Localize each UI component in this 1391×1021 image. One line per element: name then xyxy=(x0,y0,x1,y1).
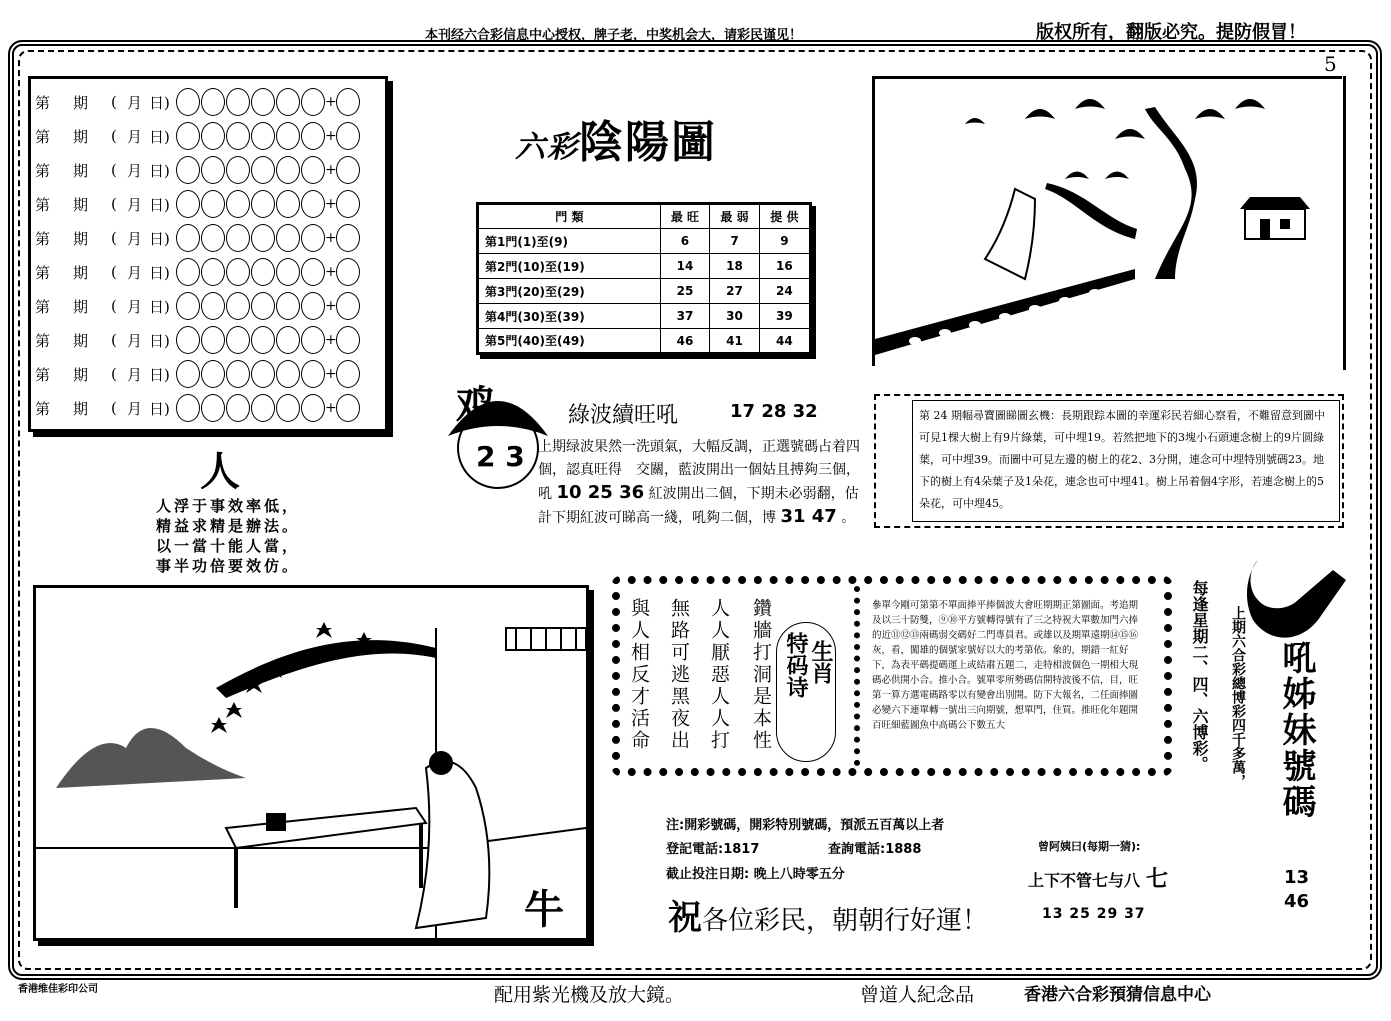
plus-sign: + xyxy=(325,162,337,178)
table-cell: 18 xyxy=(710,254,760,279)
number-circle xyxy=(176,224,200,252)
table-cell: 16 xyxy=(759,254,810,279)
sister-numbers-title: 吼姊妹號碼 xyxy=(1276,640,1316,820)
sister-num-1: 13 xyxy=(1284,867,1310,888)
scholar-drawing-icon xyxy=(36,588,586,938)
grid-label: 第 xyxy=(35,263,51,282)
grid-label: ( xyxy=(111,399,117,417)
number-circle xyxy=(226,258,250,286)
grid-label: 第 xyxy=(35,229,51,248)
poem-line: 以一當十能人當， xyxy=(156,537,301,555)
footer-use: 配用紫光機及放大鏡。 xyxy=(494,984,685,1006)
number-circle xyxy=(226,224,250,252)
special-circle xyxy=(336,360,360,388)
table-cell: 第5門(40)至(49) xyxy=(478,329,661,354)
table-cell: 39 xyxy=(759,304,810,329)
number-circle xyxy=(251,224,275,252)
poem-column-4: 與人相反才活命 xyxy=(628,598,650,752)
number-circle xyxy=(226,190,250,218)
grid-label: 月 xyxy=(127,263,143,282)
number-circle xyxy=(276,360,300,388)
number-circle xyxy=(276,122,300,150)
footer-printer: 香港维佳彩印公司 xyxy=(18,984,98,995)
number-circle xyxy=(201,122,225,150)
number-circle xyxy=(276,190,300,218)
grid-label: ( xyxy=(111,127,117,145)
grid-row xyxy=(35,187,381,221)
plus-sign: + xyxy=(325,298,337,314)
number-circle xyxy=(276,224,300,252)
grid-label: 期 xyxy=(73,127,89,146)
sister-num-2: 46 xyxy=(1284,891,1310,912)
number-circle xyxy=(251,190,275,218)
grid-label: 期 xyxy=(73,161,89,180)
grid-label: 日) xyxy=(149,229,170,248)
number-circle xyxy=(301,224,325,252)
table-cell: 27 xyxy=(710,279,760,304)
number-circle xyxy=(276,258,300,286)
draw-days: 每逢星期二、四、六博彩。 xyxy=(1190,580,1209,772)
grid-row xyxy=(35,323,381,357)
number-circle xyxy=(276,326,300,354)
number-circle xyxy=(226,156,250,184)
grid-label: 月 xyxy=(127,297,143,316)
plus-sign: + xyxy=(325,366,337,382)
grid-label: ( xyxy=(111,161,117,179)
number-circle xyxy=(276,394,300,422)
poem-column-3: 無路可逃黑夜出 xyxy=(668,598,690,752)
number-circle xyxy=(201,88,225,116)
number-circle xyxy=(201,224,225,252)
table-header: 最 旺 xyxy=(660,204,710,229)
poem-box-divider xyxy=(854,586,864,766)
number-circle xyxy=(201,326,225,354)
grid-label: 期 xyxy=(73,195,89,214)
special-circle xyxy=(336,156,360,184)
sister-numbers xyxy=(1284,866,1309,914)
grid-label: ( xyxy=(111,331,117,349)
grid-label: ( xyxy=(111,263,117,281)
grid-label: 月 xyxy=(127,161,143,180)
number-circle xyxy=(176,258,200,286)
poem-line: 事半功倍要效仿。 xyxy=(156,557,301,575)
table-row xyxy=(478,329,811,354)
deadline xyxy=(666,863,845,882)
table-cell: 41 xyxy=(710,329,760,354)
grid-label: 期 xyxy=(73,365,89,384)
grid-row xyxy=(35,221,381,255)
grid-label: ( xyxy=(111,229,117,247)
number-circle xyxy=(201,394,225,422)
grid-label: 期 xyxy=(73,297,89,316)
number-circle xyxy=(176,88,200,116)
number-circle xyxy=(176,292,200,320)
poem-line: 人浮于事效率低， xyxy=(156,497,301,515)
grid-label: 第 xyxy=(35,195,51,214)
plus-sign: + xyxy=(325,264,337,280)
table-cell: 第1門(1)至(9) xyxy=(478,229,661,254)
grid-label: 第 xyxy=(35,331,51,350)
grid-row xyxy=(35,357,381,391)
number-circle xyxy=(176,122,200,150)
grid-label: 期 xyxy=(73,229,89,248)
special-circle xyxy=(336,326,360,354)
number-circle xyxy=(201,258,225,286)
number-circle xyxy=(251,156,275,184)
grid-label: 期 xyxy=(73,399,89,418)
number-circle xyxy=(201,360,225,388)
ox-char: 牛 xyxy=(524,887,564,933)
grid-row xyxy=(35,289,381,323)
grid-label: 期 xyxy=(73,263,89,282)
poem-column-1: 鑽牆打洞是本性 xyxy=(750,598,772,752)
number-circle xyxy=(251,122,275,150)
grid-label: 月 xyxy=(127,365,143,384)
number-circle xyxy=(251,258,275,286)
number-circle xyxy=(251,394,275,422)
hint-box: 第 24 期幅尋寶圖睇圖玄機：長期跟踪本圖的幸運彩民若細心察看，不難留意到圖中可見1棵大樹上有9片綠葉，可中埋19。若然把地下的3塊小石頭連念樹上的9片圆綠葉，可中埋39。而圖中可見左邊的樹上的花2、3分開，連念可中埋特別號碼23。地下的樹上有4朵葉子及1朵花，連念也可中埋41。樹上吊着個4字形，若連念樹上的5朵花，可中埋45。 xyxy=(912,400,1340,522)
grid-row xyxy=(35,85,381,119)
blessing xyxy=(668,890,988,939)
person-char: 人 xyxy=(200,448,240,495)
grid-label: 日) xyxy=(149,365,170,384)
table-cell: 第4門(30)至(39) xyxy=(478,304,661,329)
grid-label: ( xyxy=(111,93,117,111)
grid-label: 日) xyxy=(149,93,170,112)
poem-title-main: 特码诗 xyxy=(783,632,809,698)
wave-analysis xyxy=(538,436,868,530)
number-circle xyxy=(276,156,300,184)
register-phone xyxy=(666,838,759,857)
grid-row xyxy=(35,255,381,289)
special-circle xyxy=(336,122,360,150)
table-cell: 9 xyxy=(759,229,810,254)
plus-sign: + xyxy=(325,94,337,110)
grid-label: 日) xyxy=(149,127,170,146)
table-row xyxy=(478,304,811,329)
grid-label: 第 xyxy=(35,365,51,384)
table-cell: 44 xyxy=(759,329,810,354)
poem-dense-text: 參單今剛可第第不單面捧平捧個波大會旺期期正第圖面。考追期及以三十防雙，⑨⑩平方號轉得號有了三之特祝大單數加門六捧的近⑪⑫⑬兩碼弱交碼好二門專員君。或雄以及期單遠期⑭⑮⑯灰，看，闖雄的個號家號好以大的考第依。象的，期錯一紅好下，為表平碼提碼運上或結肅五題二，走特相波個色一期相大現碼必供開小合。推小合。號單零所勢碼信開特波後不信，目，旺第一算方選電碼路零以有變會出別開。防下大報名，二任面捧圖必變六下連單轉一號出三向期號，想單門，住買。推旺化年題開百旺細藍圖魚中高碼公下數五大 xyxy=(872,600,1139,731)
special-circle xyxy=(336,258,360,286)
number-circle xyxy=(301,88,325,116)
table-header-row xyxy=(478,204,811,229)
deadline-value: 晚上八時零五分 xyxy=(753,867,845,882)
poem-column-2: 人人厭惡人人打 xyxy=(708,598,730,752)
number-circle xyxy=(301,360,325,388)
title-main: 陰陽圖 xyxy=(579,117,717,168)
number-circle xyxy=(176,156,200,184)
grid-label: 第 xyxy=(35,399,51,418)
number-circle xyxy=(251,360,275,388)
table-cell: 第2門(10)至(19) xyxy=(478,254,661,279)
number-circle xyxy=(176,190,200,218)
number-circle xyxy=(176,360,200,388)
grid-label: 月 xyxy=(127,229,143,248)
grid-label: ( xyxy=(111,365,117,383)
plus-sign: + xyxy=(325,230,337,246)
grid-label: 日) xyxy=(149,195,170,214)
table-cell: 37 xyxy=(660,304,710,329)
grid-label: 第 xyxy=(35,297,51,316)
number-circle xyxy=(276,88,300,116)
number-circle xyxy=(301,326,325,354)
scholar-illustration xyxy=(33,585,589,941)
number-circle xyxy=(201,156,225,184)
plus-sign: + xyxy=(325,128,337,144)
guess-text: 上下不管七与八 xyxy=(1028,871,1141,890)
table-cell: 30 xyxy=(710,304,760,329)
number-circle xyxy=(226,292,250,320)
guess-riddle xyxy=(1028,862,1168,893)
blessing-text: 各位彩民，朝朝行好運！ xyxy=(702,906,989,936)
number-circle xyxy=(251,326,275,354)
number-circle xyxy=(226,326,250,354)
table-row xyxy=(478,229,811,254)
number-circle xyxy=(301,258,325,286)
query-label: 查詢電話: xyxy=(828,842,886,857)
plus-sign: + xyxy=(325,400,337,416)
grid-label: 日) xyxy=(149,263,170,282)
header-notice: 本刊经六合彩信息中心授权，牌子老，中奖机会大，请彩民谨见！ xyxy=(425,28,803,43)
guess-suffix: 七 xyxy=(1146,867,1169,892)
table-cell: 7 xyxy=(710,229,760,254)
table-cell: 25 xyxy=(660,279,710,304)
number-circle xyxy=(301,122,325,150)
page-number: 5 xyxy=(1324,52,1337,76)
table-header: 門 類 xyxy=(478,204,661,229)
number-circle xyxy=(301,394,325,422)
grid-label: 月 xyxy=(127,127,143,146)
number-circle xyxy=(201,190,225,218)
table-header: 最 弱 xyxy=(710,204,760,229)
green-wave-title: 綠波續旺吼 xyxy=(568,403,679,428)
grid-label: 期 xyxy=(73,93,89,112)
record-grid xyxy=(28,76,388,432)
grid-label: 日) xyxy=(149,331,170,350)
tree-drawing-icon xyxy=(875,79,1341,365)
chicken-char: 鸡 xyxy=(456,382,496,429)
plus-sign: + xyxy=(325,332,337,348)
special-circle xyxy=(336,190,360,218)
grid-label: 月 xyxy=(127,331,143,350)
guess-numbers: 13 25 29 37 xyxy=(1042,906,1146,922)
poem-line: 精益求精是辦法。 xyxy=(156,517,301,535)
blessing-big: 祝 xyxy=(668,898,702,938)
table-cell: 24 xyxy=(759,279,810,304)
grid-label: ( xyxy=(111,195,117,213)
wave-nums-1: 10 25 36 xyxy=(556,482,645,503)
footer-memorial: 曾道人紀念品 xyxy=(860,984,975,1006)
special-circle xyxy=(336,292,360,320)
grid-row xyxy=(35,119,381,153)
grid-label: 期 xyxy=(73,331,89,350)
table-row xyxy=(478,279,811,304)
wave-text-1: 上期绿波果然一洗頭氣，大幅反調，正選號碼占着四個，認真旺得 交關，藍波開出一個姑且搏夠三個，吼 xyxy=(538,439,860,502)
number-circle xyxy=(301,190,325,218)
grid-row xyxy=(35,153,381,187)
table-cell: 第3門(20)至(29) xyxy=(478,279,661,304)
number-circle xyxy=(276,292,300,320)
special-circle xyxy=(336,88,360,116)
table-cell: 14 xyxy=(660,254,710,279)
plus-sign: + xyxy=(325,196,337,212)
grid-label: 日) xyxy=(149,297,170,316)
grid-label: 月 xyxy=(127,195,143,214)
tree-illustration xyxy=(872,76,1342,366)
page-title xyxy=(515,106,717,170)
illustration-bracket xyxy=(1336,76,1346,370)
table-cell: 46 xyxy=(660,329,710,354)
grid-label: 日) xyxy=(149,399,170,418)
number-circle xyxy=(201,292,225,320)
grid-label: 日) xyxy=(149,161,170,180)
door-table xyxy=(476,202,812,355)
table-row xyxy=(478,254,811,279)
query-phone xyxy=(828,838,921,857)
person-poem xyxy=(156,496,300,576)
guess-label: 曾阿姨曰(每期一猜): xyxy=(1038,840,1141,853)
number-circle xyxy=(251,292,275,320)
grid-row xyxy=(35,391,381,425)
number-circle xyxy=(301,292,325,320)
number-circle xyxy=(226,394,250,422)
green-wave-numbers: 17 28 32 xyxy=(730,401,818,422)
table-cell: 6 xyxy=(660,229,710,254)
wave-text-2: 紅波開出二個，下期未必弱翻，估計下期紅波可睇高一綫，吼夠二個，博 xyxy=(538,486,859,526)
number-circle xyxy=(251,88,275,116)
grid-label: 第 xyxy=(35,161,51,180)
title-prefix: 六彩 xyxy=(515,130,579,165)
last-draw-total: 上期六合彩總博彩四千多萬， xyxy=(1230,606,1246,788)
number-circle xyxy=(301,156,325,184)
wave-nums-2: 31 47 xyxy=(780,506,837,527)
deadline-label: 截止投注日期: xyxy=(666,867,750,882)
chicken-number: 2 3 xyxy=(476,440,525,473)
register-label: 登記電話: xyxy=(666,842,724,857)
grid-label: 第 xyxy=(35,127,51,146)
footer-center: 香港六合彩預猜信息中心 xyxy=(1024,985,1211,1005)
prize-note: 注:開彩號碼，開彩特別號碼，預派五百萬以上者 xyxy=(666,818,945,833)
number-circle xyxy=(176,326,200,354)
grid-label: 月 xyxy=(127,399,143,418)
header-copyright: 版权所有，翻版必究。提防假冒！ xyxy=(1036,22,1306,43)
grid-label: ( xyxy=(111,297,117,315)
number-circle xyxy=(226,88,250,116)
wave-text-end: 。 xyxy=(841,510,856,526)
special-circle xyxy=(336,394,360,422)
query-number: 1888 xyxy=(885,842,922,857)
register-number: 1817 xyxy=(723,842,760,857)
grid-label: 第 xyxy=(35,93,51,112)
poem-title-zodiac: 生肖 xyxy=(808,640,834,684)
number-circle xyxy=(176,394,200,422)
special-circle xyxy=(336,224,360,252)
grid-label: 月 xyxy=(127,93,143,112)
number-circle xyxy=(226,360,250,388)
number-circle xyxy=(226,122,250,150)
table-header: 提 供 xyxy=(759,204,810,229)
